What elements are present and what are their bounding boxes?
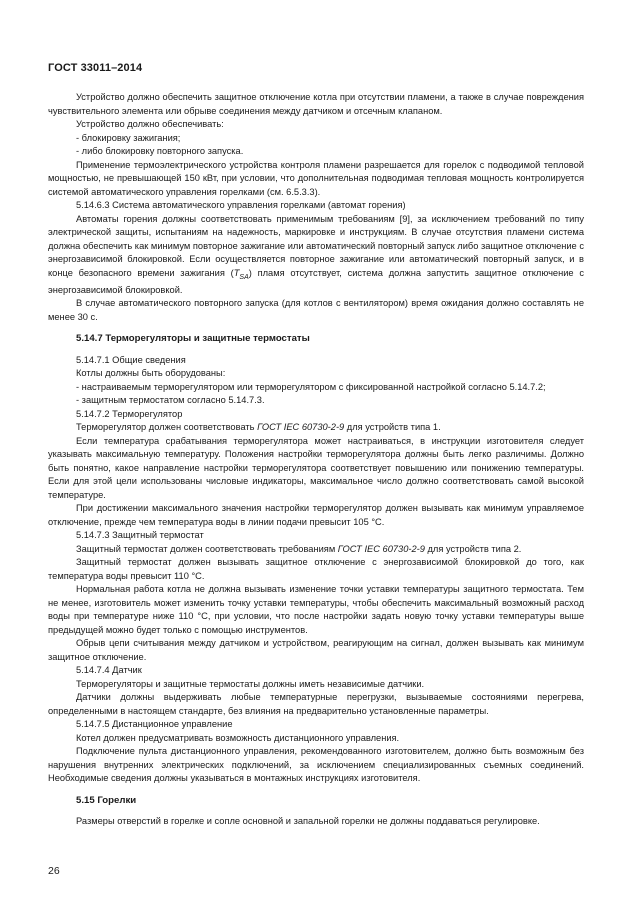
- paragraph: Нормальная работа котла не должна вызывать изменение точки уставки температуры защитного термостата. Тем не менее, изготовитель может изменить точку уставки температуры, чтобы обеспечить максимальный возможный расход воды при температуре ниже 110 °С, при условии, что после настройки задать новую точку уставки температуры выше предыдущей можно будет только с помощью инструментов.: [48, 584, 584, 635]
- paragraph: Защитный термостат должен вызывать защитное отключение с энергозависимой блокировкой до того, как температура воды превысит 110 °С.: [48, 557, 584, 581]
- paragraph: Подключение пульта дистанционного управления, рекомендованного изготовителем, должно быть возможным без нарушения внутренних электрических подключений, за исключением специализированных съемных соединений. Необходимые сведения должны указываться в монтажных инструкциях изготовителя.: [48, 746, 584, 784]
- paragraph: - настраиваемым терморегулятором или терморегулятором с фиксированной настройкой согласно 5.14.7.2;: [76, 381, 546, 392]
- paragraph: Котлы должны быть оборудованы:: [76, 368, 226, 379]
- paragraph: Обрыв цепи считывания между датчиком и устройством, реагирующим на сигнал, должен вызывать как минимум защитное отключение.: [48, 638, 584, 662]
- section-heading: 5.15 Горелки: [76, 794, 137, 806]
- paragraph: Размеры отверстий в горелке и сопле основной и запальной горелки не должны поддаваться регулировке.: [76, 816, 540, 827]
- paragraph: 5.14.7.1 Общие сведения: [76, 354, 186, 365]
- document-header: ГОСТ 33011–2014: [48, 62, 143, 74]
- paragraph: 5.14.7.2 Терморегулятор: [76, 408, 183, 419]
- paragraph: Терморегуляторы и защитные термостаты должны иметь независимые датчики.: [76, 678, 425, 689]
- paragraph: Защитный термостат должен соответствовать требованиям ГОСТ IEC 60730-2-9 для устройств типа 2.: [76, 543, 522, 554]
- paragraph: Устройство должно обеспечивать:: [76, 119, 224, 129]
- paragraph: Автоматы горения должны соответствовать применимым требованиям [9], за исключением требований по типу электрической защиты, испытаниям на надежность, маркировке и инструкциям. В случае отсутствия пламени система должна обеспечить как минимум повторное зажигание или автоматический повторный запуск либо защитное отключение с энергозависимой блокировкой. Если осуществляется повторное зажигание или автоматический повторный запуск, и в конце безопасного времени зажигания $(T_{SA})$ пламя отсутствует, система должна запустить защитное отключение с энергозависимой блокировкой.: [48, 213, 584, 295]
- paragraph: Котел должен предусматривать возможность дистанционного управления.: [76, 732, 400, 743]
- page-number: 26: [48, 865, 60, 877]
- paragraph: Применение термоэлектрического устройства контроля пламени разрешается для горелок с подводимой тепловой мощностью, не превышающей 150 кВт, при условии, что дополнительная подводимая тепловая мощность контролируется системой автоматического управления горелками (см. 6.5.3.3).: [48, 159, 584, 197]
- paragraph: Датчики должны выдерживать любые температурные перегрузки, вызываемые состояниями перегрева, определенными в настоящем стандарте, без влияния на предварительно установленные параметры.: [48, 692, 584, 716]
- paragraph: - либо блокировку повторного запуска.: [76, 146, 244, 156]
- paragraph: Если температура срабатывания терморегулятора может настраиваться, в инструкции изготовителя следует указывать максимальную температуру. Положения настройки терморегулятора должны быть легко различимы. Должно быть понятно, какое направление настройки терморегулятора соответствует повышению или понижению температуры. Если для этой цели использованы числовые индикаторы, максимальное число должно соответствовать самой высокой температуре.: [48, 435, 584, 500]
- paragraph: 5.14.7.4 Датчик: [76, 665, 142, 676]
- paragraph: 5.14.6.3 Система автоматического управления горелками (автомат горения): [76, 200, 406, 210]
- paragraph: 5.14.7.3 Защитный термостат: [76, 530, 204, 541]
- paragraph: - блокировку зажигания;: [76, 132, 181, 143]
- paragraph: В случае автоматического повторного запуска (для котлов с вентилятором) время ожидания должно составлять не менее 30 с.: [48, 298, 584, 322]
- paragraph: Устройство должно обеспечить защитное отключение котла при отсутствии пламени, а также в случае повреждения чувствительного элемента или обрыве соединения между датчиком и отсечным клапаном.: [48, 92, 584, 116]
- paragraph: Терморегулятор должен соответствовать ГОСТ IEC 60730-2-9 для устройств типа 1.: [76, 422, 441, 433]
- paragraph: - защитным термостатом согласно 5.14.7.3.: [76, 395, 265, 406]
- document-body: [48, 91, 584, 829]
- paragraph: 5.14.7.5 Дистанционное управление: [76, 719, 233, 730]
- paragraph: При достижении максимального значения настройки терморегулятор должен вызывать как минимум управляемое отключение, прежде чем температура воды в линии подачи превысит 105 °С.: [48, 503, 584, 527]
- section-heading: 5.14.7 Терморегуляторы и защитные термостаты: [76, 333, 310, 345]
